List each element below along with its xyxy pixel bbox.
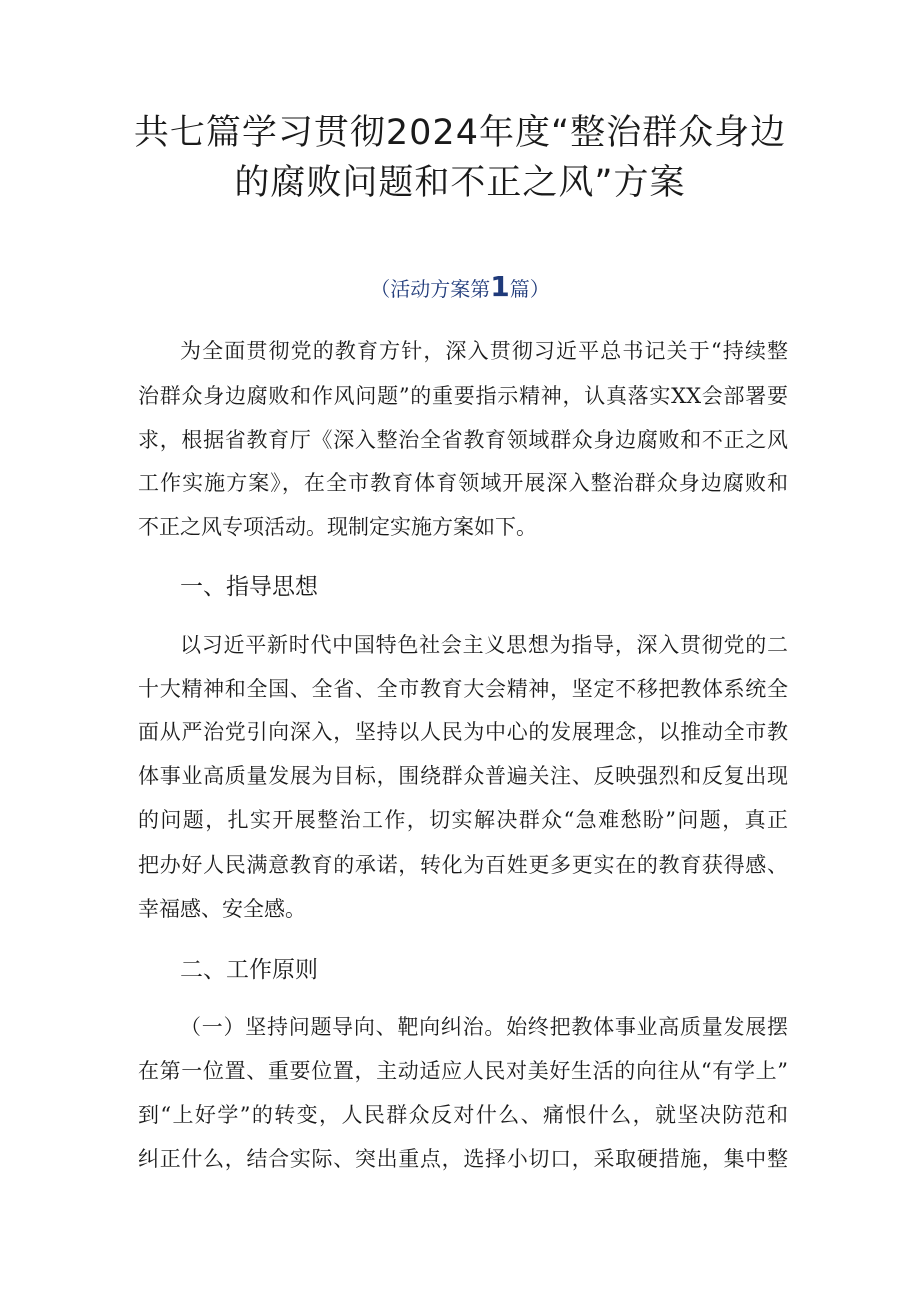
section2-line: （一）坚持问题导向、靶向纠治。始终把教体事业高质量发展摆: [180, 1015, 788, 1039]
section-heading-work-principles: 二、工作原则: [180, 957, 318, 983]
section1-line: 的问题，扎实开展整治工作，切实解决群众“急难愁盼”问题，真正: [138, 808, 788, 832]
section1-line: 面从严治党引向深入，坚持以人民为中心的发展理念，以推动全市教: [138, 720, 788, 744]
intro-line: 治群众身边腐败和作风问题”的重要指示精神，认真落实XX会部署要: [138, 384, 788, 408]
document-title-line-2: 的腐败问题和不正之风”方案: [234, 163, 686, 203]
document-subtitle: [0, 270, 920, 306]
section2-line: 在第一位置、重要位置，主动适应人民对美好生活的向往从“有学上”: [138, 1059, 788, 1083]
intro-line: 求，根据省教育厅《深入整治全省教育领域群众身边腐败和不正之风: [138, 428, 788, 452]
subtitle-prefix: （活动方案第: [370, 277, 491, 301]
section1-line: 以习近平新时代中国特色社会主义思想为指导，深入贯彻党的二: [180, 633, 788, 657]
section1-line: 把办好人民满意教育的承诺，转化为百姓更多更实在的教育获得感、: [138, 853, 788, 877]
intro-line: 工作实施方案》，在全市教育体育领域开展深入整治群众身边腐败和: [138, 471, 788, 495]
section2-line: 到“上好学”的转变，人民群众反对什么、痛恨什么，就坚决防范和: [138, 1103, 788, 1127]
document-title-line-1: 共七篇学习贯彻2024年度“整治群众身边: [133, 113, 787, 153]
intro-line: 不正之风专项活动。现制定实施方案如下。: [138, 515, 537, 539]
section1-line: 十大精神和全国、全省、全市教育大会精神，坚定不移把教体系统全: [138, 677, 788, 701]
section-heading-guiding-ideology: 一、指导思想: [180, 574, 318, 600]
subtitle-number: 1: [490, 270, 510, 303]
section2-line: 纠正什么，结合实际、突出重点，选择小切口，采取硬措施，集中整: [138, 1147, 788, 1171]
subtitle-suffix: 篇）: [509, 277, 550, 301]
section1-line: 幸福感、安全感。: [138, 897, 306, 921]
intro-line: 为全面贯彻党的教育方针，深入贯彻习近平总书记关于“持续整: [180, 339, 788, 363]
section1-line: 体事业高质量发展为目标，围绕群众普遍关注、反映强烈和反复出现: [138, 764, 788, 788]
